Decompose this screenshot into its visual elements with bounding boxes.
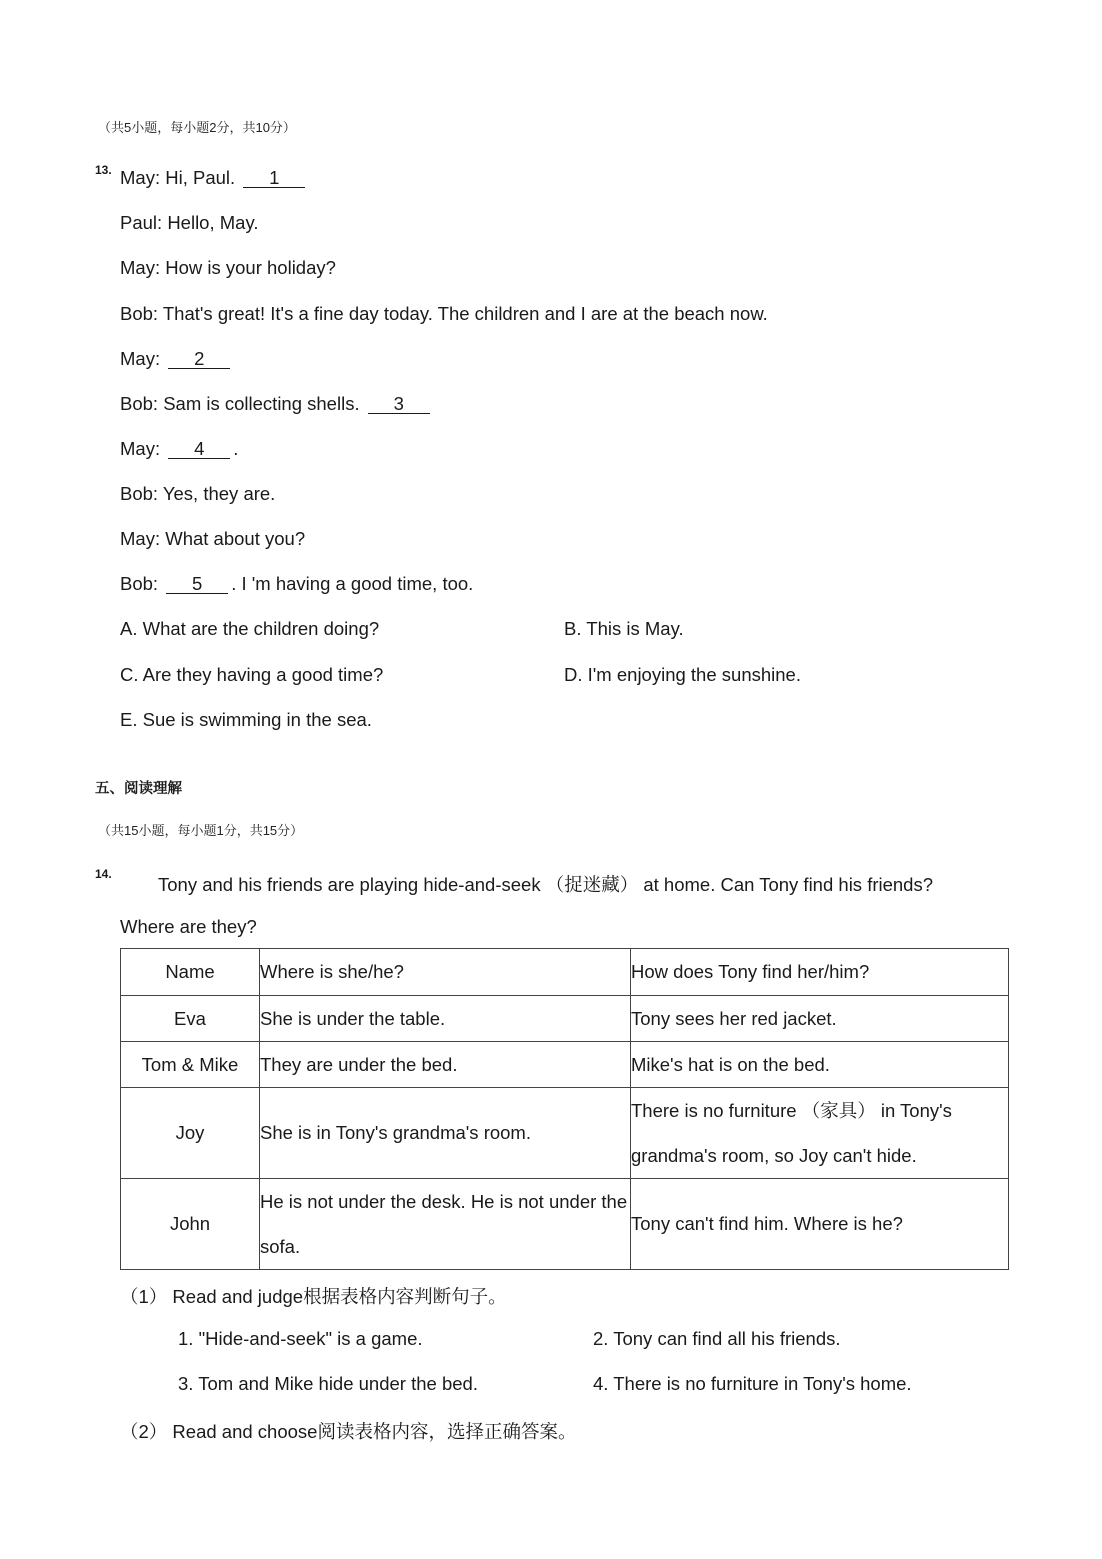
dialogue-text: What about you? (165, 528, 306, 549)
question-number: 14. (95, 867, 112, 881)
dialogue-text: . I 'm having a good time, too. (231, 573, 474, 594)
table-cell: Mike's hat is on the bed. (631, 1042, 1009, 1088)
section-note: （共15小题，每小题1分，共15分） (98, 823, 304, 838)
option-a: A. What are the children doing? (120, 618, 380, 639)
dialogue-line (120, 167, 308, 189)
dialogue-text: Yes, they are. (162, 483, 276, 504)
dialogue-line (120, 438, 238, 460)
table-cell: Joy (121, 1088, 260, 1179)
speaker: May: (120, 167, 161, 188)
dialogue-text: That's great! It's a fine day today. The children and I are at the beach now. (162, 303, 768, 324)
speaker: May: (120, 528, 161, 549)
answer-blank: 4 (168, 440, 230, 459)
table-row (121, 1088, 1009, 1179)
table-cell: He is not under the desk. He is not under the sofa. (260, 1179, 631, 1270)
sub-question-label: （2） Read and choose阅读表格内容，选择正确答案。 (120, 1421, 577, 1442)
table-cell: They are under the bed. (260, 1042, 631, 1088)
question-number: 13. (95, 163, 112, 177)
answer-blank: 1 (243, 169, 305, 188)
speaker: May: (120, 348, 161, 369)
option-b: B. This is May. (564, 618, 684, 639)
table-header-row (121, 949, 1009, 996)
answer-blank: 3 (368, 395, 430, 414)
question-intro: Where are they? (120, 916, 257, 937)
option-c: C. Are they having a good time? (120, 664, 384, 685)
table-row (121, 1179, 1009, 1270)
speaker: Bob: (120, 393, 159, 414)
table-cell: Tony can't find him. Where is he? (631, 1179, 1009, 1270)
question-intro: Tony and his friends are playing hide-and-seek （捉迷藏） at home. Can Tony find his friends? (158, 874, 934, 895)
dialogue-line (120, 212, 258, 234)
dialogue-line (120, 393, 433, 415)
table-row (121, 1042, 1009, 1088)
speaker: May: (120, 438, 161, 459)
table-cell: Tony sees her red jacket. (631, 996, 1009, 1042)
speaker: Bob: (120, 483, 159, 504)
table-header-cell: Where is she/he? (260, 949, 631, 996)
judge-item: 2. Tony can find all his friends. (593, 1328, 841, 1349)
dialogue-line (120, 573, 473, 595)
dialogue-text: How is your holiday? (165, 257, 336, 278)
dialogue-text: Sam is collecting shells. (163, 393, 360, 414)
speaker: Bob: (120, 303, 159, 324)
table-cell: Tom & Mike (121, 1042, 260, 1088)
dialogue-text: . (233, 438, 239, 459)
section-title: 五、阅读理解 (95, 781, 182, 797)
table-header-cell: How does Tony find her/him? (631, 949, 1009, 996)
table-cell: John (121, 1179, 260, 1270)
table-cell: Eva (121, 996, 260, 1042)
dialogue-line (120, 483, 275, 505)
speaker: Paul: (120, 212, 163, 233)
option-d: D. I'm enjoying the sunshine. (564, 664, 801, 685)
table-cell: She is under the table. (260, 996, 631, 1042)
table-cell: There is no furniture （家具） in Tony's grandma's room, so Joy can't hide. (631, 1088, 1009, 1179)
judge-item: 1. "Hide-and-seek" is a game. (178, 1328, 423, 1349)
table-cell: She is in Tony's grandma's room. (260, 1088, 631, 1179)
dialogue-line (120, 348, 233, 370)
hide-and-seek-table (120, 948, 1009, 1270)
dialogue-text: Hello, May. (167, 212, 259, 233)
answer-blank: 2 (168, 350, 230, 369)
speaker: May: (120, 257, 161, 278)
dialogue-line (120, 528, 305, 550)
dialogue-line (120, 257, 336, 279)
answer-blank: 5 (166, 575, 228, 594)
section-note: （共5小题，每小题2分，共10分） (98, 120, 296, 135)
dialogue-text: Hi, Paul. (165, 167, 236, 188)
option-e: E. Sue is swimming in the sea. (120, 709, 372, 730)
judge-item: 3. Tom and Mike hide under the bed. (178, 1373, 478, 1394)
dialogue-line (120, 303, 768, 325)
sub-question-label: （1） Read and judge根据表格内容判断句子。 (120, 1286, 507, 1307)
table-header-cell: Name (121, 949, 260, 996)
judge-item: 4. There is no furniture in Tony's home. (593, 1373, 912, 1394)
speaker: Bob: (120, 573, 159, 594)
table-row (121, 996, 1009, 1042)
